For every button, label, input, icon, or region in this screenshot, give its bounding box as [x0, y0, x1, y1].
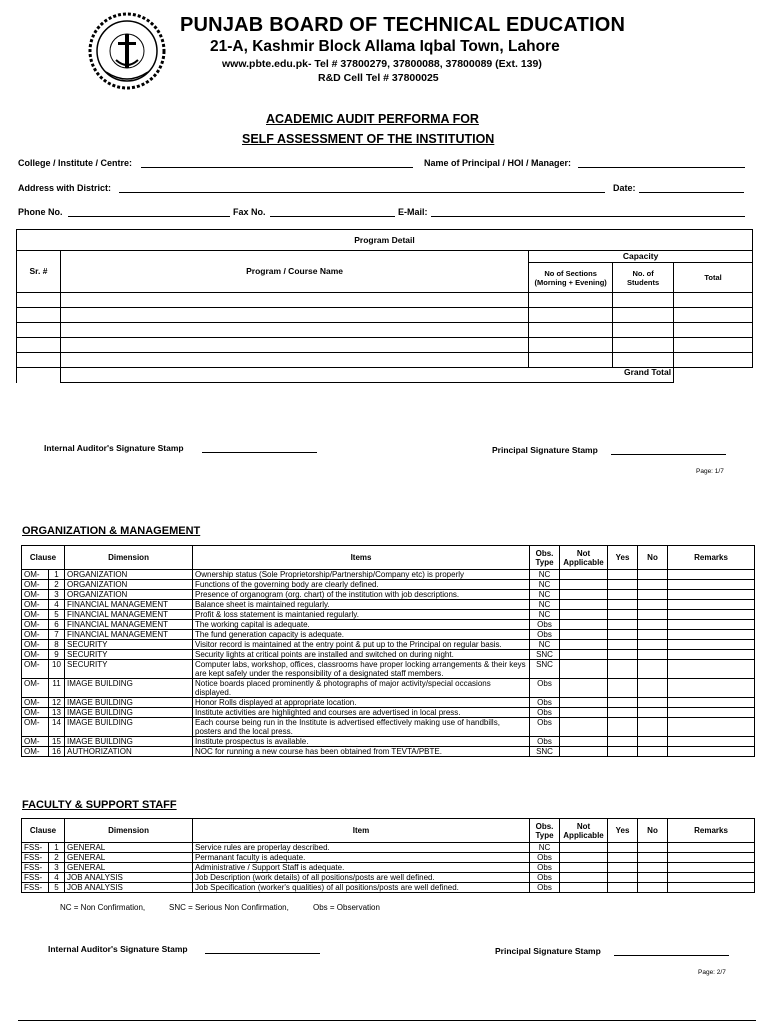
- clause-prefix: OM-: [22, 660, 49, 679]
- yes-cell[interactable]: [608, 698, 638, 708]
- grand-total-row: [17, 368, 753, 383]
- item-cell: The fund generation capacity is adequate.: [193, 630, 530, 640]
- address-input-line[interactable]: [119, 192, 605, 193]
- dimension-cell: FINANCIAL MANAGEMENT: [65, 620, 193, 630]
- table-row: [22, 747, 755, 757]
- dimension-cell: IMAGE BUILDING: [65, 718, 193, 737]
- col-not-applicable: Not Applicable: [560, 819, 608, 843]
- clause-prefix: OM-: [22, 737, 49, 747]
- clause-number: 11: [49, 679, 65, 698]
- no-cell[interactable]: [638, 650, 668, 660]
- remarks-cell[interactable]: [668, 718, 755, 737]
- item-cell: Presence of organogram (org. chart) of the institution with job descriptions.: [193, 590, 530, 600]
- item-cell: Functions of the governing body are clearly defined.: [193, 580, 530, 590]
- not-applicable-cell[interactable]: [560, 843, 608, 853]
- dimension-cell: ORGANIZATION: [65, 580, 193, 590]
- remarks-cell[interactable]: [668, 590, 755, 600]
- not-applicable-cell[interactable]: [560, 873, 608, 883]
- dimension-cell: GENERAL: [65, 863, 193, 873]
- table-row: [22, 883, 755, 893]
- not-applicable-cell[interactable]: [560, 679, 608, 698]
- dimension-cell: SECURITY: [65, 660, 193, 679]
- dimension-cell: IMAGE BUILDING: [65, 679, 193, 698]
- clause-number: 2: [49, 853, 65, 863]
- clause-number: 9: [49, 650, 65, 660]
- not-applicable-cell[interactable]: [560, 590, 608, 600]
- yes-cell[interactable]: [608, 650, 638, 660]
- no-cell[interactable]: [638, 883, 668, 893]
- phone-input-line[interactable]: [68, 216, 230, 217]
- col-remarks: Remarks: [668, 546, 755, 570]
- fss-table: [21, 818, 755, 893]
- yes-cell[interactable]: [608, 883, 638, 893]
- item-cell: Computer labs, workshop, offices, classrooms have proper locking arrangements & their keys are kept safely under the responsibility of a designated staff members.: [193, 660, 530, 679]
- dimension-cell: JOB ANALYSIS: [65, 873, 193, 883]
- clause-prefix: OM-: [22, 650, 49, 660]
- clause-number: 4: [49, 600, 65, 610]
- table-row: [22, 708, 755, 718]
- yes-cell[interactable]: [608, 660, 638, 679]
- remarks-cell[interactable]: [668, 747, 755, 757]
- table-row: [22, 650, 755, 660]
- yes-cell[interactable]: [608, 630, 638, 640]
- table-row: [22, 610, 755, 620]
- yes-cell[interactable]: [608, 747, 638, 757]
- table-row: [22, 718, 755, 737]
- clause-number: 7: [49, 630, 65, 640]
- obs-type-cell: SNC: [530, 660, 560, 679]
- auditor-signature-label-2: Internal Auditor's Signature Stamp: [48, 944, 188, 954]
- clause-prefix: OM-: [22, 640, 49, 650]
- clause-number: 5: [49, 883, 65, 893]
- table-row: [17, 323, 753, 338]
- obs-type-cell: Obs: [530, 620, 560, 630]
- obs-type-cell: Obs: [530, 863, 560, 873]
- program-detail-title: Program Detail: [17, 230, 753, 251]
- dimension-cell: IMAGE BUILDING: [65, 737, 193, 747]
- dimension-cell: SECURITY: [65, 650, 193, 660]
- item-cell: Administrative / Support Staff is adequate.: [193, 863, 530, 873]
- auditor-signature-line-2[interactable]: [205, 953, 320, 954]
- principal-label: Name of Principal / HOI / Manager:: [424, 158, 572, 168]
- col-capacity: Capacity: [529, 251, 753, 263]
- no-cell[interactable]: [638, 843, 668, 853]
- clause-number: 14: [49, 718, 65, 737]
- clause-prefix: FSS-: [22, 873, 49, 883]
- legend-nc: NC = Non Confirmation,: [60, 903, 146, 912]
- dimension-cell: IMAGE BUILDING: [65, 698, 193, 708]
- college-input-line[interactable]: [141, 167, 413, 168]
- fss-section-title: FACULTY & SUPPORT STAFF: [22, 799, 177, 811]
- item-cell: Balance sheet is maintained regularly.: [193, 600, 530, 610]
- table-row: [17, 353, 753, 368]
- table-row: [22, 630, 755, 640]
- remarks-cell[interactable]: [668, 679, 755, 698]
- clause-number: 13: [49, 708, 65, 718]
- pbte-logo: [86, 10, 168, 92]
- no-cell[interactable]: [638, 620, 668, 630]
- no-cell[interactable]: [638, 698, 668, 708]
- clause-prefix: OM-: [22, 610, 49, 620]
- dimension-cell: AUTHORIZATION: [65, 747, 193, 757]
- program-detail-table: [16, 229, 753, 383]
- clause-number: 8: [49, 640, 65, 650]
- remarks-cell[interactable]: [668, 853, 755, 863]
- dimension-cell: JOB ANALYSIS: [65, 883, 193, 893]
- clause-number: 5: [49, 610, 65, 620]
- table-row: [22, 737, 755, 747]
- col-yes: Yes: [608, 819, 638, 843]
- not-applicable-cell[interactable]: [560, 630, 608, 640]
- yes-cell[interactable]: [608, 590, 638, 600]
- table-row: [17, 338, 753, 353]
- grand-total-label: Grand Total: [60, 368, 673, 383]
- not-applicable-cell[interactable]: [560, 698, 608, 708]
- not-applicable-cell[interactable]: [560, 863, 608, 873]
- org-contact: www.pbte.edu.pk- Tel # 37800279, 37800088, 37800089 (Ext. 139): [222, 58, 542, 70]
- no-cell[interactable]: [638, 853, 668, 863]
- principal-input-line[interactable]: [578, 167, 745, 168]
- dimension-cell: ORGANIZATION: [65, 590, 193, 600]
- dimension-cell: FINANCIAL MANAGEMENT: [65, 610, 193, 620]
- item-cell: Ownership status (Sole Proprietorship/Partnership/Company etc) is properly: [193, 570, 530, 580]
- yes-cell[interactable]: [608, 600, 638, 610]
- obs-type-cell: SNC: [530, 747, 560, 757]
- page-bottom-rule: [18, 1020, 756, 1021]
- remarks-cell[interactable]: [668, 883, 755, 893]
- dimension-cell: SECURITY: [65, 640, 193, 650]
- yes-cell[interactable]: [608, 580, 638, 590]
- yes-cell[interactable]: [608, 570, 638, 580]
- legend-snc: SNC = Serious Non Confirmation,: [169, 903, 289, 912]
- no-cell[interactable]: [638, 570, 668, 580]
- table-row: [22, 640, 755, 650]
- no-cell[interactable]: [638, 718, 668, 737]
- yes-cell[interactable]: [608, 708, 638, 718]
- principal-signature-label-2: Principal Signature Stamp: [495, 946, 601, 956]
- table-row: [17, 308, 753, 323]
- clause-number: 3: [49, 590, 65, 600]
- no-cell[interactable]: [638, 679, 668, 698]
- clause-number: 1: [49, 843, 65, 853]
- item-cell: Permanant faculty is adequate.: [193, 853, 530, 863]
- yes-cell[interactable]: [608, 737, 638, 747]
- clause-number: 1: [49, 570, 65, 580]
- obs-type-cell: NC: [530, 640, 560, 650]
- remarks-cell[interactable]: [668, 610, 755, 620]
- remarks-cell[interactable]: [668, 570, 755, 580]
- table-row: [22, 620, 755, 630]
- remarks-cell[interactable]: [668, 843, 755, 853]
- remarks-cell[interactable]: [668, 640, 755, 650]
- not-applicable-cell[interactable]: [560, 718, 608, 737]
- remarks-cell[interactable]: [668, 863, 755, 873]
- dimension-cell: GENERAL: [65, 843, 193, 853]
- clause-prefix: OM-: [22, 679, 49, 698]
- col-obs-type: Obs. Type: [530, 546, 560, 570]
- not-applicable-cell[interactable]: [560, 708, 608, 718]
- remarks-cell[interactable]: [668, 737, 755, 747]
- table-row: [22, 843, 755, 853]
- yes-cell[interactable]: [608, 853, 638, 863]
- table-row: [22, 580, 755, 590]
- item-cell: Visitor record is maintained at the entry point & put up to the Principal on regular basis.: [193, 640, 530, 650]
- college-label: College / Institute / Centre:: [18, 158, 133, 168]
- obs-type-cell: Obs: [530, 737, 560, 747]
- clause-number: 6: [49, 620, 65, 630]
- no-cell[interactable]: [638, 873, 668, 883]
- not-applicable-cell[interactable]: [560, 580, 608, 590]
- item-cell: Security lights at critical points are installed and switched on during night.: [193, 650, 530, 660]
- remarks-cell[interactable]: [668, 650, 755, 660]
- col-no: No: [638, 819, 668, 843]
- not-applicable-cell[interactable]: [560, 853, 608, 863]
- obs-type-cell: NC: [530, 580, 560, 590]
- phone-label: Phone No.: [18, 207, 63, 217]
- email-input-line[interactable]: [431, 216, 745, 217]
- date-label: Date:: [613, 183, 636, 193]
- obs-type-cell: Obs: [530, 679, 560, 698]
- no-cell[interactable]: [638, 660, 668, 679]
- table-row: [22, 873, 755, 883]
- obs-type-cell: Obs: [530, 708, 560, 718]
- no-cell[interactable]: [638, 580, 668, 590]
- not-applicable-cell[interactable]: [560, 610, 608, 620]
- col-total: Total: [674, 263, 753, 293]
- col-sections: No of Sections (Morning + Evening): [529, 263, 613, 293]
- clause-prefix: FSS-: [22, 853, 49, 863]
- clause-prefix: OM-: [22, 620, 49, 630]
- clause-prefix: OM-: [22, 580, 49, 590]
- obs-type-cell: NC: [530, 570, 560, 580]
- auditor-signature-line[interactable]: [202, 452, 317, 453]
- clause-prefix: OM-: [22, 718, 49, 737]
- no-cell[interactable]: [638, 630, 668, 640]
- yes-cell[interactable]: [608, 718, 638, 737]
- col-dimension: Dimension: [65, 819, 193, 843]
- obs-type-cell: Obs: [530, 883, 560, 893]
- obs-type-cell: Obs: [530, 698, 560, 708]
- table-row: [22, 863, 755, 873]
- auditor-signature-label: Internal Auditor's Signature Stamp: [44, 443, 184, 453]
- fax-label: Fax No.: [233, 207, 266, 217]
- no-cell[interactable]: [638, 708, 668, 718]
- dimension-cell: IMAGE BUILDING: [65, 708, 193, 718]
- yes-cell[interactable]: [608, 843, 638, 853]
- col-dimension: Dimension: [65, 546, 193, 570]
- clause-number: 16: [49, 747, 65, 757]
- table-row: [22, 590, 755, 600]
- clause-number: 3: [49, 863, 65, 873]
- col-obs-type: Obs. Type: [530, 819, 560, 843]
- col-clause: Clause: [22, 546, 65, 570]
- no-cell[interactable]: [638, 640, 668, 650]
- no-cell[interactable]: [638, 590, 668, 600]
- dimension-cell: FINANCIAL MANAGEMENT: [65, 600, 193, 610]
- col-yes: Yes: [608, 546, 638, 570]
- email-label: E-Mail:: [398, 207, 428, 217]
- item-cell: Honor Rolls displayed at appropriate location.: [193, 698, 530, 708]
- clause-prefix: OM-: [22, 747, 49, 757]
- clause-number: 12: [49, 698, 65, 708]
- no-cell[interactable]: [638, 747, 668, 757]
- obs-type-cell: NC: [530, 843, 560, 853]
- remarks-cell[interactable]: [668, 660, 755, 679]
- date-input-line[interactable]: [639, 192, 744, 193]
- clause-number: 2: [49, 580, 65, 590]
- yes-cell[interactable]: [608, 863, 638, 873]
- obs-type-cell: Obs: [530, 853, 560, 863]
- table-row: [22, 679, 755, 698]
- item-cell: Job Specification (worker's qualities) of all positions/posts are well defined.: [193, 883, 530, 893]
- legend-obs: Obs = Observation: [313, 903, 380, 912]
- yes-cell[interactable]: [608, 873, 638, 883]
- yes-cell[interactable]: [608, 620, 638, 630]
- not-applicable-cell[interactable]: [560, 620, 608, 630]
- no-cell[interactable]: [638, 600, 668, 610]
- item-cell: Institute prospectus is available.: [193, 737, 530, 747]
- clause-prefix: FSS-: [22, 883, 49, 893]
- clause-prefix: OM-: [22, 590, 49, 600]
- no-cell[interactable]: [638, 737, 668, 747]
- not-applicable-cell[interactable]: [560, 650, 608, 660]
- clause-prefix: OM-: [22, 570, 49, 580]
- col-no: No: [638, 546, 668, 570]
- col-students: No. of Students: [613, 263, 674, 293]
- clause-number: 4: [49, 873, 65, 883]
- org-name: PUNJAB BOARD OF TECHNICAL EDUCATION: [180, 14, 626, 36]
- not-applicable-cell[interactable]: [560, 660, 608, 679]
- item-cell: Profit & loss statement is maintanied regularly.: [193, 610, 530, 620]
- col-clause: Clause: [22, 819, 65, 843]
- form-title-line2: SELF ASSESSMENT OF THE INSTITUTION: [242, 132, 495, 146]
- obs-type-cell: NC: [530, 590, 560, 600]
- not-applicable-cell[interactable]: [560, 747, 608, 757]
- remarks-cell[interactable]: [668, 708, 755, 718]
- table-row: [22, 853, 755, 863]
- principal-signature-line[interactable]: [611, 454, 726, 455]
- remarks-cell[interactable]: [668, 600, 755, 610]
- remarks-cell[interactable]: [668, 620, 755, 630]
- yes-cell[interactable]: [608, 640, 638, 650]
- clause-number: 15: [49, 737, 65, 747]
- principal-signature-label: Principal Signature Stamp: [492, 445, 598, 455]
- table-row: [22, 570, 755, 580]
- table-row: [22, 600, 755, 610]
- rd-cell: R&D Cell Tel # 37800025: [318, 72, 439, 84]
- item-cell: Service rules are properlay described.: [193, 843, 530, 853]
- not-applicable-cell[interactable]: [560, 883, 608, 893]
- page-number-2: Page: 2/7: [698, 969, 726, 976]
- clause-prefix: OM-: [22, 698, 49, 708]
- table-row: [22, 698, 755, 708]
- no-cell[interactable]: [638, 610, 668, 620]
- not-applicable-cell[interactable]: [560, 600, 608, 610]
- remarks-cell[interactable]: [668, 580, 755, 590]
- table-row: [17, 293, 753, 308]
- col-items: Items: [193, 546, 530, 570]
- obs-type-cell: Obs: [530, 718, 560, 737]
- yes-cell[interactable]: [608, 610, 638, 620]
- table-row: [22, 660, 755, 679]
- col-sr: Sr. #: [17, 251, 61, 293]
- not-applicable-cell[interactable]: [560, 570, 608, 580]
- fax-input-line[interactable]: [270, 216, 395, 217]
- obs-type-cell: NC: [530, 610, 560, 620]
- item-cell: Institute activities are highlighted and courses are advertised in local press.: [193, 708, 530, 718]
- no-cell[interactable]: [638, 863, 668, 873]
- obs-type-cell: Obs: [530, 630, 560, 640]
- remarks-cell[interactable]: [668, 873, 755, 883]
- obs-type-cell: NC: [530, 600, 560, 610]
- form-title-line1: ACADEMIC AUDIT PERFORMA FOR: [266, 112, 479, 126]
- item-cell: The working capital is adequate.: [193, 620, 530, 630]
- col-item: Item: [193, 819, 530, 843]
- clause-prefix: OM-: [22, 630, 49, 640]
- dimension-cell: FINANCIAL MANAGEMENT: [65, 630, 193, 640]
- obs-type-cell: SNC: [530, 650, 560, 660]
- clause-prefix: FSS-: [22, 843, 49, 853]
- dimension-cell: GENERAL: [65, 853, 193, 863]
- col-program: Program / Course Name: [60, 251, 528, 293]
- remarks-cell[interactable]: [668, 698, 755, 708]
- col-not-applicable: Not Applicable: [560, 546, 608, 570]
- clause-prefix: OM-: [22, 708, 49, 718]
- obs-type-cell: Obs: [530, 873, 560, 883]
- address-label: Address with District:: [18, 183, 112, 193]
- clause-prefix: OM-: [22, 600, 49, 610]
- item-cell: Job Description (work details) of all positions/posts are well defined.: [193, 873, 530, 883]
- clause-number: 10: [49, 660, 65, 679]
- not-applicable-cell[interactable]: [560, 737, 608, 747]
- org-address: 21-A, Kashmir Block Allama Iqbal Town, Lahore: [210, 38, 560, 55]
- col-remarks: Remarks: [668, 819, 755, 843]
- remarks-cell[interactable]: [668, 630, 755, 640]
- om-table: [21, 545, 755, 757]
- item-cell: Each course being run in the Institute is advertised effectively making use of handbills, posters and the local press.: [193, 718, 530, 737]
- not-applicable-cell[interactable]: [560, 640, 608, 650]
- clause-prefix: FSS-: [22, 863, 49, 873]
- yes-cell[interactable]: [608, 679, 638, 698]
- principal-signature-line-2[interactable]: [614, 955, 729, 956]
- page-number-1: Page: 1/7: [696, 468, 724, 475]
- dimension-cell: ORGANIZATION: [65, 570, 193, 580]
- om-section-title: ORGANIZATION & MANAGEMENT: [22, 525, 201, 537]
- item-cell: Notice boards placed prominently & photographs of major activity/special occasions displayed.: [193, 679, 530, 698]
- item-cell: NOC for running a new course has been obtained from TEVTA/PBTE.: [193, 747, 530, 757]
